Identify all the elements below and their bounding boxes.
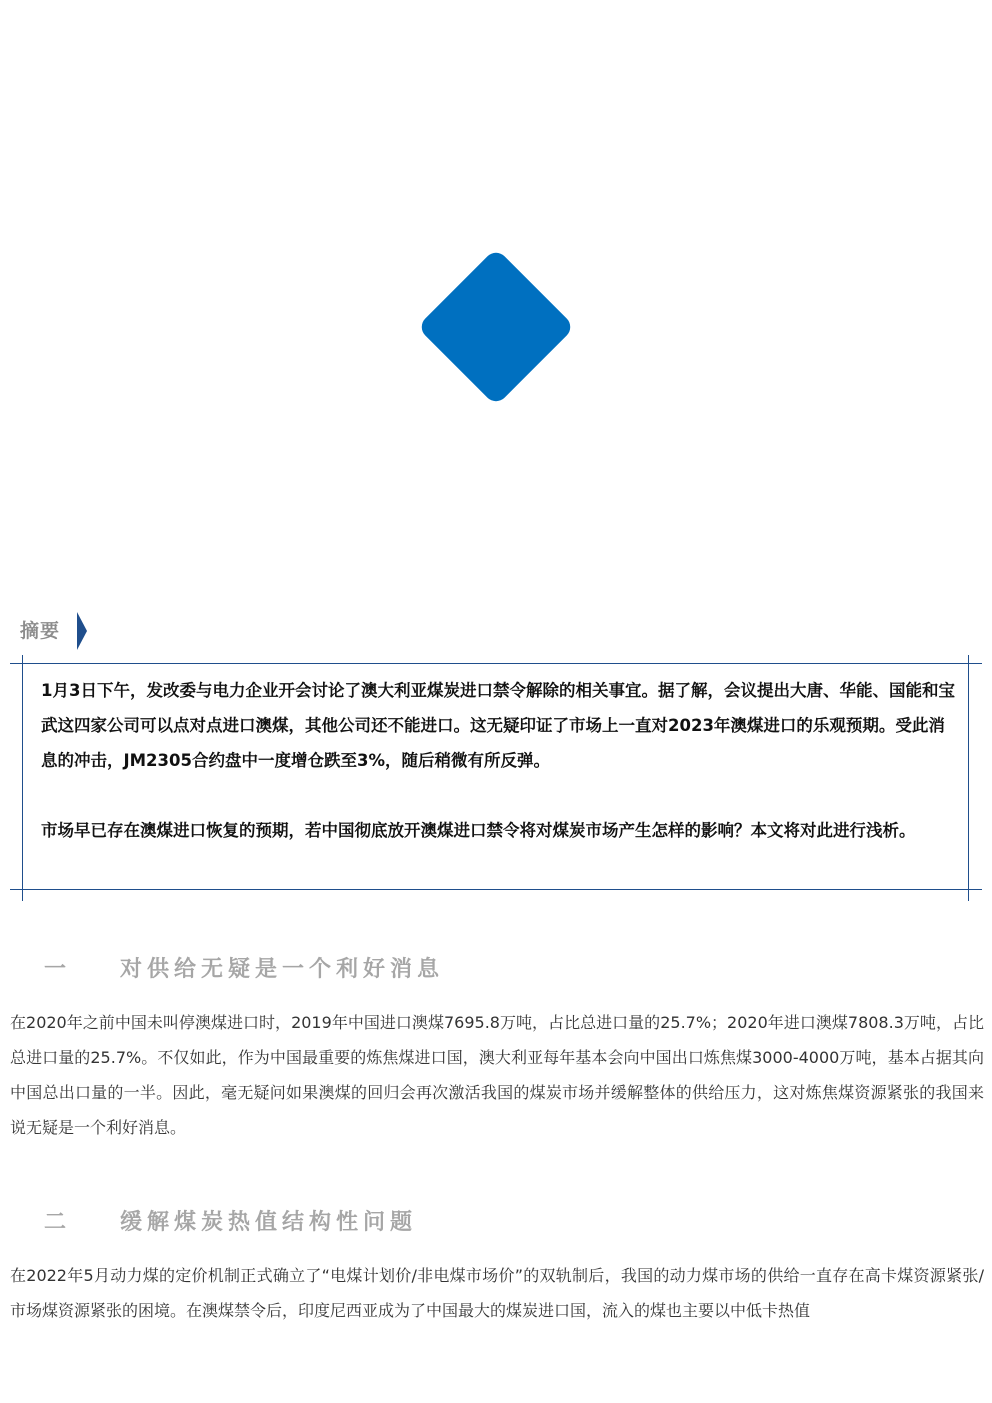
abstract-body: [41, 673, 956, 883]
section-number: 一: [44, 957, 72, 982]
section-heading: [44, 952, 444, 983]
section-body: 在2020年之前中国未叫停澳煤进口时，2019年中国进口澳煤7695.8万吨，占比总进口量的25.7%；2020年进口澳煤7808.3万吨，占比总进口量的25.7%。不仅如此，作为中国最重要的炼焦煤进口国，澳大利亚每年基本会向中国出口炼焦煤3000-4000万吨，基本占据其向中国总出口量的一半。因此，毫无疑问如果澳煤的回归会再次激活我国的煤炭市场并缓解整体的供给压力，这对炼焦煤资源紧张的我国来说无疑是一个利好消息。: [10, 1013, 984, 1137]
section-title: 对供给无疑是一个利好消息: [120, 957, 445, 982]
abstract-paragraph: 1月3日下午，发改委与电力企业开会讨论了澳大利亚煤炭进口禁令解除的相关事宜。据了解，会议提出大唐、华能、国能和宝武这四家公司可以点对点进口澳煤，其他公司还不能进口。这无疑印证了市场上一直对2023年澳煤进口的乐观预期。受此消息的冲击，JM2305合约盘中一度增仓跌至3%，随后稍微有所反弹。: [41, 681, 955, 770]
section-title: 缓解煤炭热值结构性问题: [120, 1210, 418, 1235]
section-heading: [44, 1205, 417, 1236]
section-number: 二: [44, 1210, 72, 1235]
abstract-heading: 摘要: [20, 620, 61, 642]
chevron-right-icon: [77, 612, 87, 650]
logo-diamond: [417, 248, 575, 406]
section-body: 在2022年5月动力煤的定价机制正式确立了“电煤计划价/非电煤市场价”的双轨制后，我国的动力煤市场的供给一直存在高卡煤资源紧张/市场煤资源紧张的困境。在澳煤禁令后，印度尼西亚成为了中国最大的煤炭进口国，流入的煤也主要以中低卡热值: [10, 1266, 984, 1320]
abstract-paragraph: 市场早已存在澳煤进口恢复的预期，若中国彻底放开澳煤进口禁令将对煤炭市场产生怎样的影响？本文将对此进行浅析。: [41, 821, 916, 840]
